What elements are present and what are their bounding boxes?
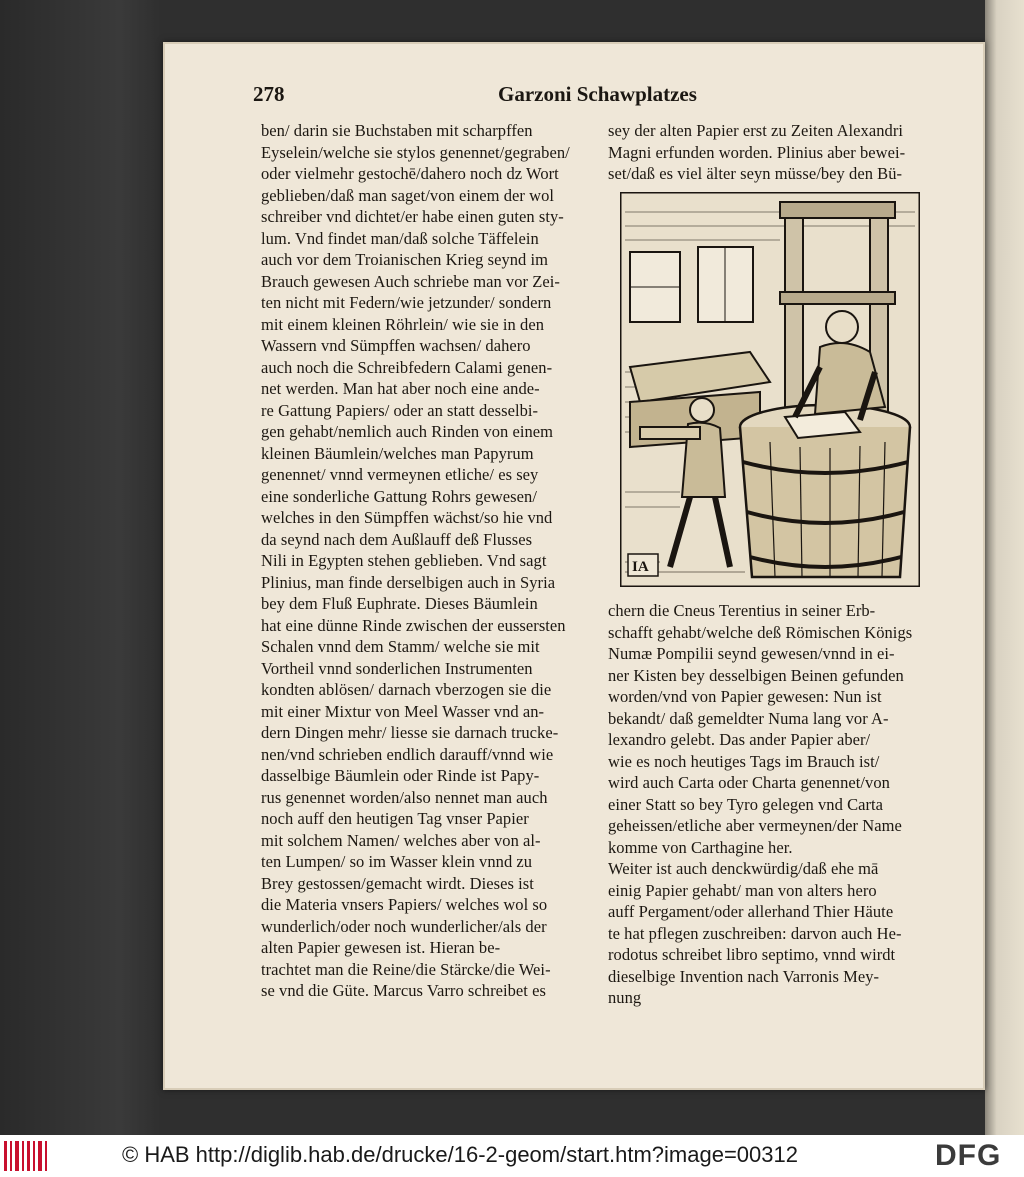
text-line: dern Dingen mehr/ liesse sie darnach trucke- [261,723,559,742]
text-line: Wassern vnd Sümpffen wachsen/ dahero [261,336,531,355]
text-line: dieselbige Invention nach Varronis Mey- [608,966,880,986]
text-line: einer Statt so bey Tyro gelegen vnd Carta [608,794,884,814]
text-line: schreiber vnd dichtet/er habe einen guten sty- [261,207,564,226]
running-head: Garzoni Schawplatzes [498,82,697,106]
footer-source-link[interactable]: © HAB http://diglib.hab.de/drucke/16-2-geom/start.htm?image=00312 [122,1142,798,1167]
text-line: dasselbige Bäumlein oder Rinde ist Papy- [261,766,540,785]
text-line: genennet/ vnnd vermeynen etliche/ es sey [261,465,539,484]
adjacent-page-edge [985,0,1024,1135]
text-line: Schalen vnnd dem Stamm/ welche sie mit [261,637,540,656]
footer-bar [0,1135,1024,1177]
text-line: alten Papier gewesen ist. Hieran be- [261,938,501,957]
woodcut-monogram: IA [632,559,649,575]
text-line: welches in den Sümpffen wächst/so hie vnd [261,508,553,527]
book-page [163,42,985,1090]
text-line: rus genennet worden/also nennet man auch [261,787,548,807]
text-line: noch auff den heutigen Tag vnser Papier [261,809,529,828]
left-text-column [261,120,596,1002]
text-line: wird auch Carta oder Charta genennet/von [608,773,890,792]
text-line: trachtet man die Reine/die Stärcke/die Wei- [261,959,551,979]
text-line: die Materia vnsers Papiers/ welches wol so [261,895,548,914]
text-line: auch vor dem Troianischen Krieg seynd im [261,250,549,269]
text-line: schafft gehabt/welche deß Römischen Königs [608,622,913,642]
text-line: net werden. Man hat aber noch eine ande- [261,379,540,398]
text-line: einig Papier gehabt/ man von alters hero [608,880,877,900]
papermaker-woodcut-illustration [620,192,920,587]
text-line: wie es noch heutiges Tags im Brauch ist/ [608,751,880,771]
text-line: ten Lumpen/ so im Wasser klein vnnd zu [261,852,533,871]
text-line: te hat pflegen zuschreiben: darvon auch He- [608,923,902,943]
text-line: worden/vnd von Papier gewesen: Nun ist [608,687,882,706]
text-line: bey dem Fluß Euphrate. Dieses Bäumlein [261,594,538,613]
text-line: geheissen/etliche aber vermeynen/der Name [608,816,902,835]
text-line: lexandro gelebt. Das ander Papier aber/ [608,730,871,749]
text-line: ner Kisten bey desselbigen Beinen gefunden [608,665,904,685]
text-line: chern die Cneus Terentius in seiner Erb- [608,601,876,620]
woodcut-image [620,192,920,587]
text-line: Weiter ist auch denckwürdig/daß ehe mā [608,859,879,878]
text-line: se vnd die Güte. Marcus Varro schreibet es [261,981,546,1000]
text-line: Plinius, man finde derselbigen auch in Syria [261,572,556,592]
text-line: kondten ablösen/ darnach vberzogen sie die [261,680,552,699]
text-line: Magni erfunden worden. Plinius aber bewei- [608,142,906,162]
text-line: set/daß es viel älter seyn müsse/bey den Bü- [608,164,903,183]
text-line: kleinen Bäumlein/welches man Papyrum [261,443,534,463]
page-header [253,82,813,112]
text-line: Eyselein/welche sie stylos genennet/gegraben/ [261,142,570,162]
text-line: ben/ darin sie Buchstaben mit scharpffen [261,121,533,140]
text-line: hat eine dünne Rinde zwischen der eussersten [261,615,566,635]
text-line: auff Pergament/oder allerhand Thier Häute [608,902,894,921]
text-line: auch noch die Schreibfedern Calami genen- [261,357,553,377]
right-text-column-top [608,120,938,185]
text-line: Brey gestossen/gemacht wirdt. Dieses ist [261,873,534,893]
text-line: re Gattung Papiers/ oder an statt desselbi- [261,400,539,420]
right-text-column-bottom [608,600,938,1009]
text-line: rodotus schreibet libro septimo, vnnd wirdt [608,945,896,964]
text-line: mit solchem Namen/ welches aber von al- [261,830,541,850]
text-line: da seynd nach dem Außlauff deß Flusses [261,529,533,549]
text-line: Nili in Egypten stehen geblieben. Vnd sagt [261,551,547,570]
text-line: ten nicht mit Federn/wie jetzunder/ sondern [261,293,552,312]
text-line: bekandt/ daß gemeldter Numa lang vor A- [608,708,889,728]
text-line: lum. Vnd findet man/daß solche Täffelein [261,228,539,248]
text-line: nen/vnd schrieben endlich darauff/vnnd wie [261,744,554,764]
text-line: nung [608,988,642,1007]
text-line: geblieben/daß man saget/von einem der wol [261,185,554,205]
barcode-icon [4,1141,48,1171]
text-line: mit einer Mixtur von Meel Wasser vnd an- [261,701,545,721]
dfg-logo: DFG [935,1139,1002,1172]
text-line: Numæ Pompilii seynd gewesen/vnnd in ei- [608,644,895,663]
text-line: wunderlich/oder noch wunderlicher/als der [261,916,547,936]
page-number: 278 [253,82,285,106]
text-line: eine sonderliche Gattung Rohrs gewesen/ [261,486,537,506]
text-line: oder vielmehr gestochē/dahero noch dz Wort [261,164,559,183]
text-line: mit einem kleinen Röhrlein/ wie sie in den [261,314,544,334]
text-line: Vortheil vnnd sonderlichen Instrumenten [261,658,533,678]
text-line: sey der alten Papier erst zu Zeiten Alexandri [608,121,904,140]
text-line: Brauch gewesen Auch schriebe man vor Zei- [261,271,560,291]
text-line: komme von Carthagine her. [608,837,793,857]
text-line: gen gehabt/nemlich auch Rinden von einem [261,422,554,441]
